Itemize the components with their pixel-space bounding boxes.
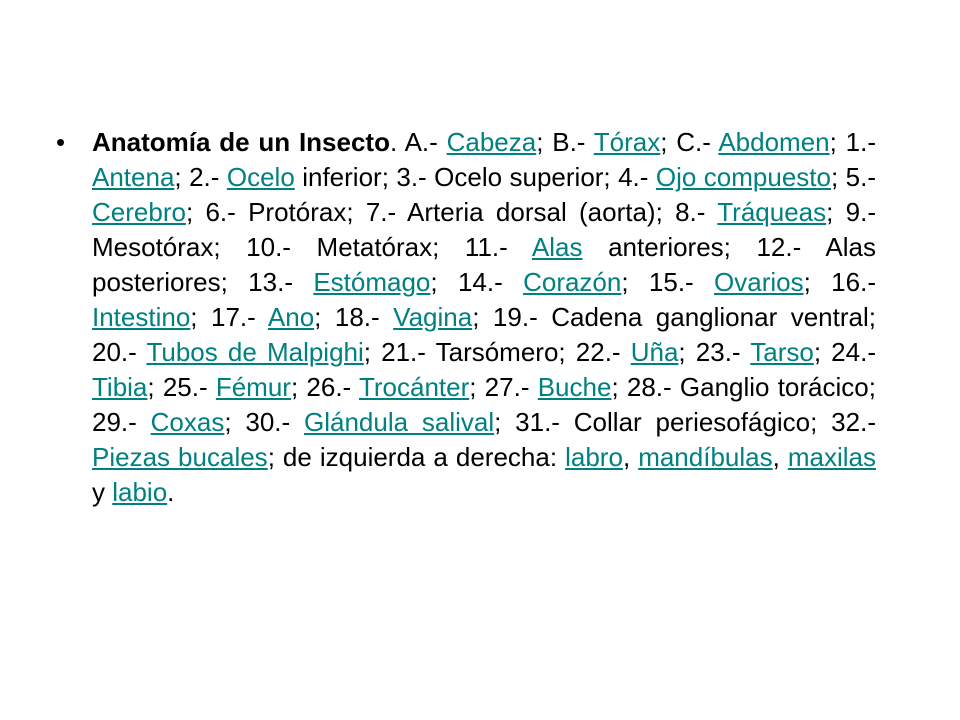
link-ocelo[interactable]: Ocelo	[226, 162, 295, 192]
paragraph-text: ; 17.-	[190, 302, 268, 332]
paragraph-text: ; 25.-	[147, 372, 216, 402]
paragraph-text: ; 27.-	[469, 372, 538, 402]
link-torax[interactable]: Tórax	[593, 127, 661, 157]
paragraph-text: ; 5.-	[830, 162, 876, 192]
link-labro[interactable]: labro	[565, 442, 623, 472]
link-antena[interactable]: Antena	[92, 162, 175, 192]
paragraph-text: ; 21.- Tarsómero; 22.-	[363, 337, 631, 367]
link-alas[interactable]: Alas	[531, 232, 583, 262]
link-ovarios[interactable]: Ovarios	[714, 267, 804, 297]
paragraph-text: ; 15.-	[621, 267, 715, 297]
paragraph-text: y	[92, 477, 113, 507]
paragraph-text: ; C.-	[660, 127, 719, 157]
bullet-marker: •	[56, 127, 66, 157]
link-labio[interactable]: labio	[112, 477, 168, 507]
paragraph-text: ; de izquierda a derecha:	[267, 442, 566, 472]
link-abdomen[interactable]: Abdomen	[718, 127, 830, 157]
anatomy-paragraph	[92, 125, 876, 510]
paragraph-text: ; 2.-	[174, 162, 227, 192]
bullet-list-item	[56, 125, 876, 510]
paragraph-text: ; 19.- Cadena ganglionar ventral; 20.-	[92, 302, 876, 367]
paragraph-text: ; 23.-	[678, 337, 751, 367]
link-traqueas[interactable]: Tráqueas	[717, 197, 827, 227]
paragraph-text: ; 30.-	[224, 407, 304, 437]
paragraph-text: ,	[772, 442, 788, 472]
link-trocanter[interactable]: Trocánter	[358, 372, 470, 402]
link-tubos-de-malpighi[interactable]: Tubos de Malpighi	[146, 337, 364, 367]
paragraph-text: ; 18.-	[314, 302, 394, 332]
paragraph-text: inferior; 3.- Ocelo superior; 4.-	[294, 162, 656, 192]
link-maxilas[interactable]: maxilas	[787, 442, 876, 472]
link-tarso[interactable]: Tarso	[750, 337, 814, 367]
link-ano[interactable]: Ano	[267, 302, 315, 332]
link-cerebro[interactable]: Cerebro	[92, 197, 186, 227]
paragraph-text: .	[167, 477, 175, 507]
paragraph-text: ,	[622, 442, 639, 472]
paragraph-text: ; 26.-	[290, 372, 359, 402]
link-una[interactable]: Uña	[630, 337, 679, 367]
link-piezas-bucales[interactable]: Piezas bucales	[92, 442, 268, 472]
paragraph-text: ; 16.-	[803, 267, 876, 297]
link-femur[interactable]: Fémur	[215, 372, 291, 402]
paragraph-text: ; 14.-	[430, 267, 524, 297]
paragraph-text: ; 31.- Collar periesofágico; 32.-	[494, 407, 876, 437]
paragraph-text: ; 24.-	[813, 337, 876, 367]
paragraph-text: ; 9.- Mesotórax; 10.- Metatórax; 11.-	[92, 197, 876, 262]
link-ojo-compuesto[interactable]: Ojo compuesto	[655, 162, 831, 192]
paragraph-text: ; B.-	[536, 127, 594, 157]
paragraph-text: ; 1.-	[829, 127, 876, 157]
link-cabeza[interactable]: Cabeza	[446, 127, 537, 157]
paragraph-text: ; 28.- Ganglio torácico; 29.-	[92, 372, 876, 437]
link-estomago[interactable]: Estómago	[313, 267, 431, 297]
link-intestino[interactable]: Intestino	[92, 302, 191, 332]
link-coxas[interactable]: Coxas	[150, 407, 225, 437]
paragraph-text: anteriores; 12.- Alas posteriores; 13.-	[92, 232, 876, 297]
link-vagina[interactable]: Vagina	[393, 302, 473, 332]
link-buche[interactable]: Buche	[537, 372, 612, 402]
link-tibia[interactable]: Tibia	[92, 372, 148, 402]
link-corazon[interactable]: Corazón	[523, 267, 622, 297]
paragraph-text: ; 6.- Protórax; 7.- Arteria dorsal (aorta); 8.-	[185, 197, 718, 227]
paragraph-heading: Anatomía de un Insecto	[92, 127, 390, 157]
link-mandibulas[interactable]: mandíbulas	[638, 442, 773, 472]
paragraph-text: . A.-	[389, 127, 447, 157]
link-glandula-salival[interactable]: Glándula salival	[303, 407, 495, 437]
